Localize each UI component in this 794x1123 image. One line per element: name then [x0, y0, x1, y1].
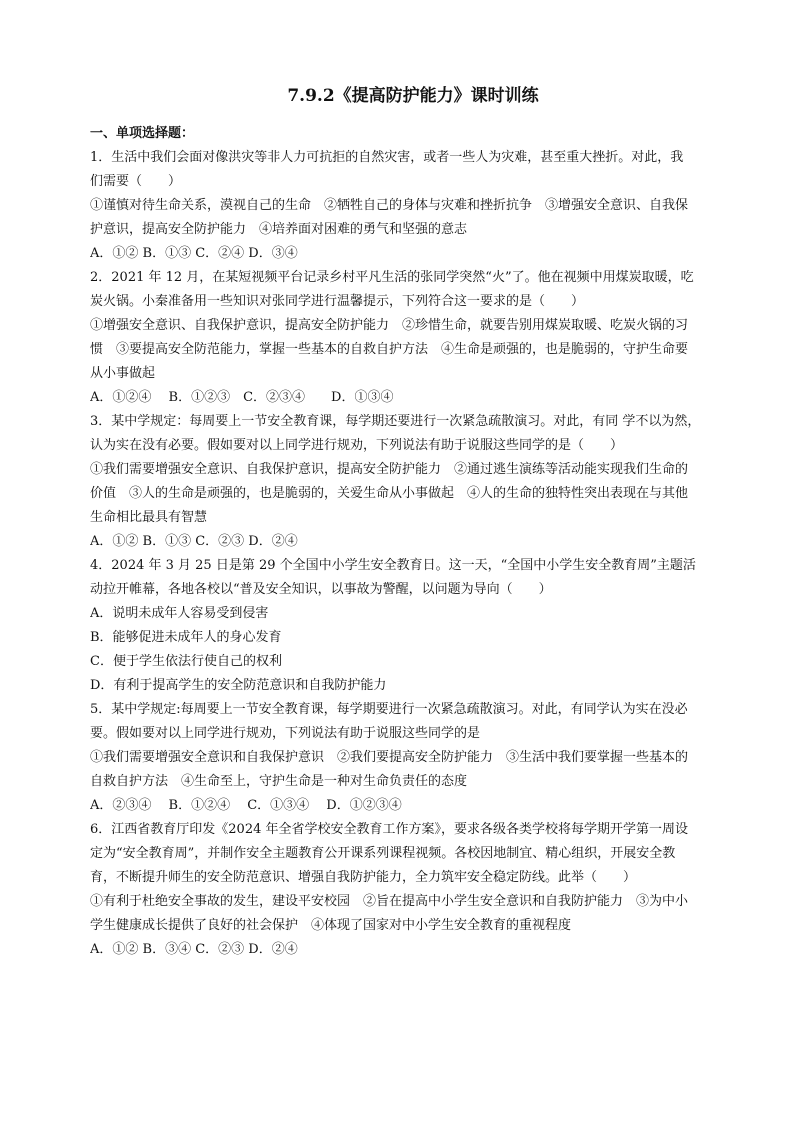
question-line: 2．2021 年 12 月，在某短视频平台记录乡村平凡生活的张同学突然“火”了。他在视频中用煤炭取暖，吃: [90, 270, 694, 285]
question-line: 1．生活中我们会面对像洪灾等非人力可抗拒的自然灾害，或者一些人为灾难，甚至重大挫折。对此，我: [90, 150, 684, 165]
question-line: 5．某中学规定:每周要上一节安全教育课，每学期要进行一次紧急疏散演习。对此，有同学认为实在没必: [90, 702, 688, 717]
question-line: 们需要（ ）: [90, 174, 182, 189]
question-line: 生命相比最具有智慧: [90, 510, 208, 525]
question-line: ①我们需要增强安全意识、自我保护意识，提高安全防护能力 ②通过逃生演练等活动能实现我们生命的: [90, 462, 689, 477]
question-line: B．能够促进未成年人的身心发育: [90, 630, 282, 645]
question-5: [90, 698, 736, 818]
question-line: 3．某中学规定：每周要上一节安全教育课，每学期还要进行一次紧急疏散演习。对此，有同 学不以为然，: [90, 414, 701, 429]
question-line: A．①② B．①③ C．②③ D．②④: [90, 534, 298, 549]
question-1: [90, 146, 736, 266]
question-line: ①谨慎对待生命关系，漠视自己的生命 ②牺牲自己的身体与灾难和挫折抗争 ③增强安全意识、自我保: [90, 198, 689, 213]
page-title: 7.9.2《提高防护能力》课时训练: [287, 86, 539, 106]
section-heading: 一、单项选择题：: [90, 126, 195, 141]
question-line: ①增强安全意识、自我保护意识，提高安全防护能力 ②珍惜生命，就要告别用煤炭取暖、吃炭火锅的习: [90, 318, 689, 333]
question-line: 学生健康成长提供了良好的社会保护 ④体现了国家对中小学生安全教育的重视程度: [90, 918, 572, 933]
question-2: [90, 266, 736, 410]
question-line: 价值 ③人的生命是顽强的，也是脆弱的，关爱生命从小事做起 ④人的生命的独特性突出表现在与其他: [90, 486, 689, 501]
worksheet-page: [90, 84, 736, 962]
question-line: D．有利于提高学生的安全防范意识和自我防护能力: [90, 678, 387, 693]
question-line: 育，不断提升师生的安全防范意识、增强自我防护能力，全力筑牢安全稳定防线。此举（ ）: [90, 870, 637, 885]
question-line: 自救自护方法 ④生命至上，守护生命是一种对生命负责任的态度: [90, 774, 468, 789]
question-line: 从小事做起: [90, 366, 156, 381]
question-line: 4．2024 年 3 月 25 日是第 29 个全国中小学生安全教育日。这一天，“全国中小学生安全教育周”主题活: [90, 558, 696, 573]
question-line: 定为“安全教育周”，并制作安全主题教育公开课系列课程视频。各校因地制宜、精心组织，开展安全教: [90, 846, 676, 861]
question-line: A．①② B．③④ C．②③ D．②④: [90, 942, 298, 957]
question-list: [90, 146, 736, 962]
question-line: 惯 ③要提高安全防范能力，掌握一些基本的自救自护方法 ④生命是顽强的，也是脆弱的，守护生命要: [90, 342, 689, 357]
question-line: 认为实在没有必要。假如要对以上同学进行规劝，下列说法有助于说服这些同学的是（ ）: [90, 438, 624, 453]
question-line: A．②③④ B．①②④ C．①③④ D．①②③④: [90, 798, 402, 813]
question-3: [90, 410, 736, 554]
question-line: 动拉开帷幕，各地各校以“普及安全知识，以事故为警醒，以问题为导向（ ）: [90, 582, 552, 597]
question-line: 炭火锅。小秦准备用一些知识对张同学进行温馨提示，下列符合这一要求的是（ ）: [90, 294, 585, 309]
question-line: A．①② B．①③ C．②④ D．③④: [90, 246, 298, 261]
question-6: [90, 818, 736, 962]
question-line: A．说明未成年人容易受到侵害: [90, 606, 269, 621]
question-4: [90, 554, 736, 698]
question-line: ①我们需要增强安全意识和自我保护意识 ②我们要提高安全防护能力 ③生活中我们要掌握一些基本的: [90, 750, 689, 765]
question-line: C．便于学生依法行使自己的权利: [90, 654, 282, 669]
question-line: 6．江西省教育厅印发《2024 年全省学校安全教育工作方案》，要求各级各类学校将每学期开学第一周设: [90, 822, 688, 837]
question-line: 要。假如要对以上同学进行规劝，下列说法有助于说服这些同学的是: [90, 726, 481, 741]
question-line: ①有利于杜绝安全事故的发生，建设平安校园 ②旨在提高中小学生安全意识和自我防护能力 ③为中小: [90, 894, 689, 909]
question-line: 护意识，提高安全防护能力 ④培养面对困难的勇气和坚强的意志: [90, 222, 468, 237]
question-line: A．①②④ B．①②③ C．②③④ D．①③④: [90, 390, 394, 405]
